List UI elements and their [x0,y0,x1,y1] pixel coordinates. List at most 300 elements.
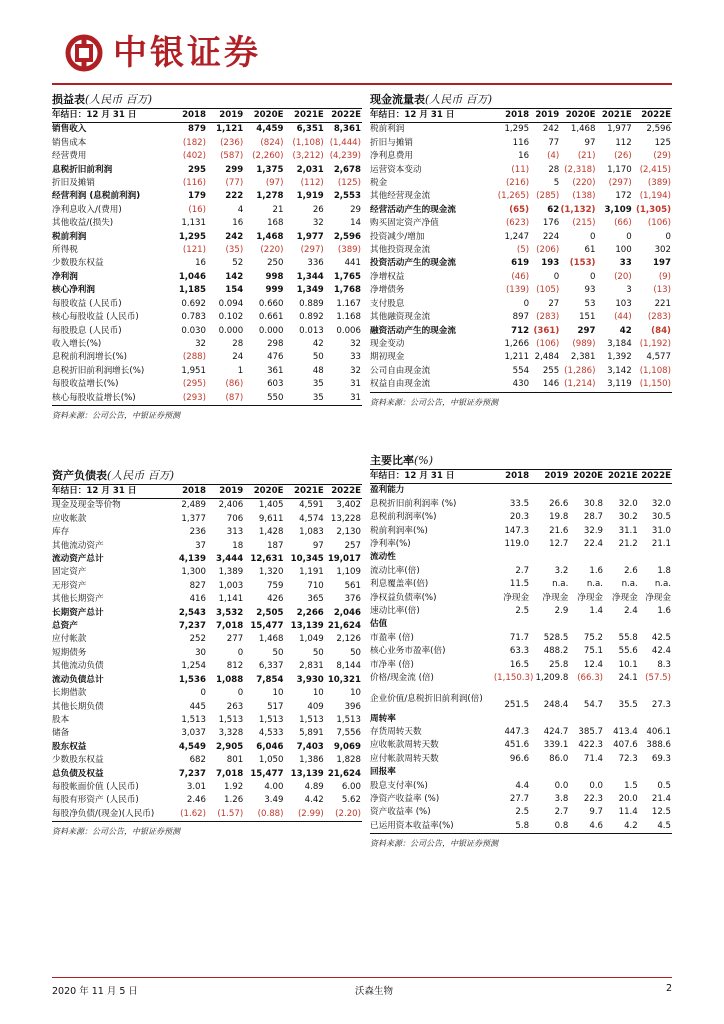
value-cell: 0 [590,271,596,282]
row-label-cell: 存货周转天数 [370,726,422,737]
table-row [370,672,672,685]
income-statement-unit: (人民币 百万) [85,93,153,106]
value-cell: 33.5 [509,498,530,509]
row-label-cell: 运营资本变动 [370,164,422,175]
row-label-cell: 其他经营现金流 [370,191,431,202]
value-cell: 1,513 [258,714,284,725]
cashflow-statement-source-note: 资料来源：公司公告，中银证券预测 [370,397,498,407]
row-label-cell: 固定资产 [52,567,87,578]
value-cell: 302 [654,245,671,256]
balance-sheet-unit: (人民币 百万) [107,469,175,482]
row-label-cell: 应收帐款周转天数 [370,740,439,751]
value-cell: 0.000 [218,325,244,336]
value-cell: 净现金 [542,592,569,603]
table-row [52,687,362,700]
row-label-cell: 速动比率(倍) [370,606,420,617]
value-cell: 13,139 [290,768,324,779]
value-cell: 50 [272,647,284,658]
value-cell: 32 [195,338,206,349]
header-year-cell: 2020E [244,485,284,499]
table-row [52,338,362,351]
value-cell: 396 [344,701,361,712]
value-cell: 2,489 [181,500,206,511]
table-row [52,741,362,754]
value-cell: (57.5) [645,673,671,684]
value-cell: 1,513 [336,714,361,725]
value-cell: (288) [182,352,206,363]
value-cell: (215) [572,218,596,229]
table-row [370,123,672,137]
brand-name: 中银证券 [113,33,261,73]
row-label-cell: 净权益负债率(%) [370,592,437,603]
value-cell: 1,141 [218,594,244,605]
table-row [370,806,672,819]
value-cell: 8.3 [657,659,671,670]
value-cell: (206) [536,245,560,256]
table-row [370,525,672,538]
value-cell: 7,556 [336,728,361,739]
value-cell: 28.7 [583,512,604,523]
table-header-row [370,470,672,484]
table-row [370,538,672,551]
table-row [52,566,362,579]
value-cell: n.a. [654,579,671,590]
value-cell: 1,513 [299,714,324,725]
row-label-cell: 期初现金 [370,352,405,363]
row-label-cell: 其他投资现金流 [370,245,431,256]
value-cell: 759 [267,580,284,591]
value-cell: 3,328 [218,728,244,739]
table-row [370,766,672,779]
value-cell: 30 [195,647,206,658]
value-cell: 61 [584,245,596,256]
value-cell: 447.3 [504,726,530,737]
row-label-cell: 税前利润 [370,124,405,135]
value-cell: (44) [614,312,632,323]
value-cell: 154 [225,285,244,296]
value-cell: 146 [530,378,560,392]
value-cell: 119.0 [504,539,530,550]
row-label-cell: 核心每股收益增长(%) [52,392,170,406]
value-cell: 50 [312,647,324,658]
value-cell: 2,905 [216,741,244,752]
value-cell: 299 [225,164,244,175]
cashflow-statement-title [370,91,672,109]
value-cell: 1,247 [504,231,530,242]
value-cell: 1,951 [181,365,206,376]
value-cell [639,713,672,726]
value-cell: 96.6 [509,753,530,764]
value-cell: 263 [226,701,244,712]
value-cell: 1,468 [570,124,596,135]
table-row [370,378,672,392]
value-cell: 28 [232,338,244,349]
value-cell: 42 [619,325,632,336]
key-ratios-source-note: 资料来源：公司公告，中银证券预测 [370,839,498,849]
value-cell [494,618,530,631]
value-cell: (1.62) [170,808,207,822]
value-cell: 12.7 [549,539,569,550]
table-row [370,551,672,564]
table-row [52,620,362,633]
table-row [52,271,362,284]
table-row [52,593,362,606]
table-row [52,298,362,311]
value-cell: 4,533 [258,728,284,739]
table-row [370,820,672,834]
value-cell: 528.5 [543,632,569,643]
value-cell [494,551,530,564]
value-cell: 1,468 [256,231,284,242]
value-cell: 1,977 [296,231,324,242]
table-row [52,607,362,620]
value-cell [494,484,530,498]
value-cell: 1,320 [258,567,284,578]
value-cell: 422.3 [578,740,604,751]
value-cell: (2.99) [284,808,324,822]
value-cell: 10,345 [290,554,324,565]
value-cell: (106) [647,218,671,229]
value-cell: (3,212) [292,151,324,162]
value-cell: 4.42 [304,795,324,806]
value-cell [530,713,569,726]
value-cell: 1 [237,365,244,376]
row-label-cell: 每股收益增长(%) [52,379,119,390]
balance-sheet-title-text: 资产负债表 [52,469,107,482]
value-cell: 3,532 [216,607,244,618]
value-cell: 1,392 [607,352,632,363]
value-cell: 451.6 [504,740,530,751]
value-cell: 37 [195,540,206,551]
row-label-cell: 总负债及权益 [52,768,104,779]
table-row [52,674,362,687]
income-statement-title [52,91,362,109]
value-cell: (295) [182,379,206,390]
row-label-cell: 息税折旧前利润 [52,164,113,175]
row-label-cell: 公司自由现金流 [370,365,431,376]
value-cell: 2,596 [646,124,671,135]
value-cell: 22.4 [583,539,604,550]
table-row [370,351,672,364]
value-cell: (26) [614,151,632,162]
value-cell [569,618,604,631]
value-cell: (97) [265,178,284,189]
value-cell: 1.168 [336,312,361,323]
value-cell: 116 [512,137,530,148]
value-cell: 4.00 [264,781,284,792]
cashflow-statement-table [370,109,672,393]
table-row [52,351,362,364]
value-cell: 1,377 [181,513,206,524]
value-cell: 4.4 [515,780,530,791]
value-cell: 1,300 [181,567,206,578]
value-cell: 69.3 [651,753,671,764]
value-cell: (1,150.3) [493,673,534,684]
value-cell: 15,477 [250,621,284,632]
value-cell: 151 [579,312,596,323]
table-row [370,565,672,578]
row-label-cell: 流动比率(倍) [370,565,420,576]
value-cell: (112) [300,178,324,189]
value-cell: 1,386 [299,755,324,766]
value-cell: 1,131 [181,218,206,229]
value-cell: 10 [350,688,361,699]
value-cell: 3.2 [554,565,569,576]
value-cell: (5) [516,245,530,256]
value-cell: 812 [226,661,244,672]
value-cell: 7,403 [296,741,324,752]
table-row [370,164,672,177]
row-label-cell: 其他收益/(损失) [52,218,114,229]
value-cell: 0.892 [299,312,324,323]
row-label-cell: 应收帐款 [52,513,87,524]
value-cell: (66) [614,218,632,229]
value-cell: 1,468 [258,634,284,645]
value-cell: (1,305) [635,204,671,215]
row-label-cell: 折旧与摊销 [370,137,413,148]
value-cell: 12.5 [651,807,671,818]
value-cell: 1.6 [589,565,604,576]
value-cell: 0.783 [181,312,206,323]
value-cell [604,484,639,498]
value-cell: 26.6 [549,498,569,509]
table-row [52,647,362,660]
table-row [52,794,362,807]
value-cell: 0 [523,298,530,309]
value-cell: 103 [615,298,632,309]
value-cell: 21 [272,204,284,215]
value-cell: 406.1 [646,726,671,737]
value-cell: 0.8 [530,820,569,834]
row-label-cell: 支付股息 [370,298,405,309]
value-cell: 21,624 [327,768,361,779]
value-cell: 1,513 [181,714,206,725]
value-cell: n.a. [621,579,638,590]
table-row [370,511,672,524]
value-cell: 28 [548,164,560,175]
row-label-cell: 无形资产 [52,580,87,591]
value-cell: (1,108) [639,365,671,376]
value-cell: 3,037 [181,728,206,739]
value-cell: 25.8 [549,659,569,670]
value-cell: 554 [512,365,530,376]
row-label-cell: 每股股息 (人民币) [52,325,122,336]
row-label-cell: 现金及现金等价物 [52,500,121,511]
value-cell: 7,018 [216,768,244,779]
header-year-cell: 2022E [639,470,672,484]
value-cell: 0.5 [657,780,671,791]
value-cell: 1,765 [333,271,361,282]
table-row [52,190,362,203]
value-cell: 1.167 [336,298,361,309]
table-row [52,164,362,177]
table-row [370,726,672,739]
table-row [370,618,672,631]
value-cell: 897 [512,312,530,323]
value-cell: 187 [267,540,284,551]
value-cell: 361 [267,365,284,376]
table-row [370,325,672,338]
value-cell: 54.7 [583,700,604,711]
value-cell: (1,194) [639,191,671,202]
value-cell: (216) [505,178,530,189]
value-cell: 801 [226,755,244,766]
value-cell: 222 [225,191,244,202]
value-cell: (0.88) [244,808,284,822]
table-row [370,592,672,605]
table-row [52,217,362,230]
table-row [370,578,672,591]
row-label-cell: 应付帐款 [52,634,87,645]
value-cell: 430 [494,378,530,392]
value-cell: 71.4 [583,753,604,764]
value-cell: 4,574 [299,513,324,524]
value-cell [604,713,639,726]
row-label-cell: 其他长期负债 [52,701,104,712]
value-cell: 42.5 [651,632,671,643]
header-year-cell: 2021E [604,470,639,484]
value-cell: (9) [658,271,671,282]
value-cell: 172 [615,191,632,202]
value-cell: (1,265) [497,191,530,202]
value-cell: 1,278 [256,191,284,202]
row-label-cell: 其他长期资产 [52,594,104,605]
row-label-cell: 净利率(%) [370,539,411,550]
table-row [370,713,672,726]
value-cell: 1,375 [256,164,284,175]
row-label-cell: 流动资产总计 [52,554,104,565]
value-cell: (35) [225,245,244,256]
value-cell: 1,266 [504,338,530,349]
row-label-cell: 息税前利润率(%) [370,512,437,523]
value-cell: (293) [170,392,207,406]
value-cell: (87) [207,392,244,406]
value-cell: 32 [312,218,324,229]
value-cell: 55.6 [618,646,638,657]
value-cell [639,484,672,498]
row-label-cell: 净资产收益率 (%) [370,793,440,804]
value-cell [639,766,672,779]
value-cell: 441 [344,258,361,269]
table-row [370,686,672,713]
value-cell: 999 [265,285,284,296]
value-cell: 242 [542,124,560,135]
table-row [52,231,362,244]
value-cell [639,618,672,631]
table-row [370,753,672,766]
table-row [370,244,672,257]
cashflow-statement-panel [370,91,672,409]
key-ratios-unit: (%) [414,454,434,467]
value-cell: 1,109 [336,567,361,578]
value-cell: 21.2 [618,539,638,550]
value-cell: 385.7 [578,726,604,737]
value-cell: 224 [542,231,560,242]
row-label-cell: 税金 [370,178,388,189]
value-cell: 18 [232,540,244,551]
row-label-cell: 库存 [52,527,70,538]
value-cell: 2,046 [333,607,361,618]
value-cell: 2,126 [336,634,361,645]
value-cell: (283) [647,312,671,323]
value-cell: 413.4 [613,726,638,737]
value-cell: 22.3 [583,793,604,804]
value-cell: 193 [541,258,560,269]
value-cell: 16 [195,258,206,269]
value-cell: 42 [312,338,324,349]
value-cell: 0 [553,271,560,282]
table-row [52,781,362,794]
value-cell: 35.5 [618,700,638,711]
row-label-cell: 市盈率 (倍) [370,632,414,643]
value-cell: 2,484 [534,352,560,363]
value-cell: 27.7 [509,793,530,804]
value-cell: 3,109 [604,204,632,215]
value-cell: 0.102 [218,312,244,323]
value-cell: 4.5 [639,820,672,834]
value-cell: 2,553 [333,191,361,202]
row-label-cell: 流动性 [370,552,396,563]
value-cell: (2,415) [639,164,671,175]
value-cell: 3.01 [186,781,206,792]
value-cell: 10.1 [618,659,638,670]
value-cell: 0 [237,688,244,699]
header-year-cell: 2021E [284,485,324,499]
value-cell: 1,295 [178,231,206,242]
cashflow-statement-unit: (人民币 百万) [425,93,493,106]
value-cell [569,551,604,564]
table-row [52,325,362,338]
value-cell: 2.46 [186,795,206,806]
value-cell: (77) [225,178,244,189]
value-cell: 1,295 [504,124,530,135]
table-row [370,204,672,217]
value-cell: 10 [272,688,284,699]
value-cell: 3,444 [216,554,244,565]
value-cell: 426 [267,594,284,605]
value-cell: 1,536 [178,674,206,685]
value-cell: 3,184 [607,338,632,349]
value-cell: 75.1 [583,646,604,657]
value-cell: (389) [337,245,361,256]
value-cell: 32 [350,365,361,376]
row-label-cell: 每股有形资产 (人民币) [52,795,139,806]
value-cell: 5.8 [494,820,530,834]
table-row [52,204,362,217]
value-cell: 2.5 [515,606,530,617]
value-cell: (86) [225,379,244,390]
value-cell: (29) [653,151,671,162]
value-cell: 619 [511,258,530,269]
value-cell [530,618,569,631]
value-cell: 15,477 [250,768,284,779]
value-cell: (106) [536,338,560,349]
row-label-cell: 少数股东权益 [52,755,104,766]
value-cell: 6,337 [258,661,284,672]
table-header-row [370,109,672,123]
value-cell: 2,130 [336,527,361,538]
value-cell: 97 [312,540,324,551]
table-row [52,365,362,378]
value-cell: 净现金 [577,592,604,603]
value-cell: 1,003 [218,580,244,591]
row-label-cell: 税前利润率(%) [370,525,428,536]
value-cell [530,766,569,779]
value-cell: 12,631 [250,554,284,565]
value-cell: 827 [189,580,206,591]
value-cell: 0.692 [181,298,206,309]
value-cell: 0 [590,231,596,242]
